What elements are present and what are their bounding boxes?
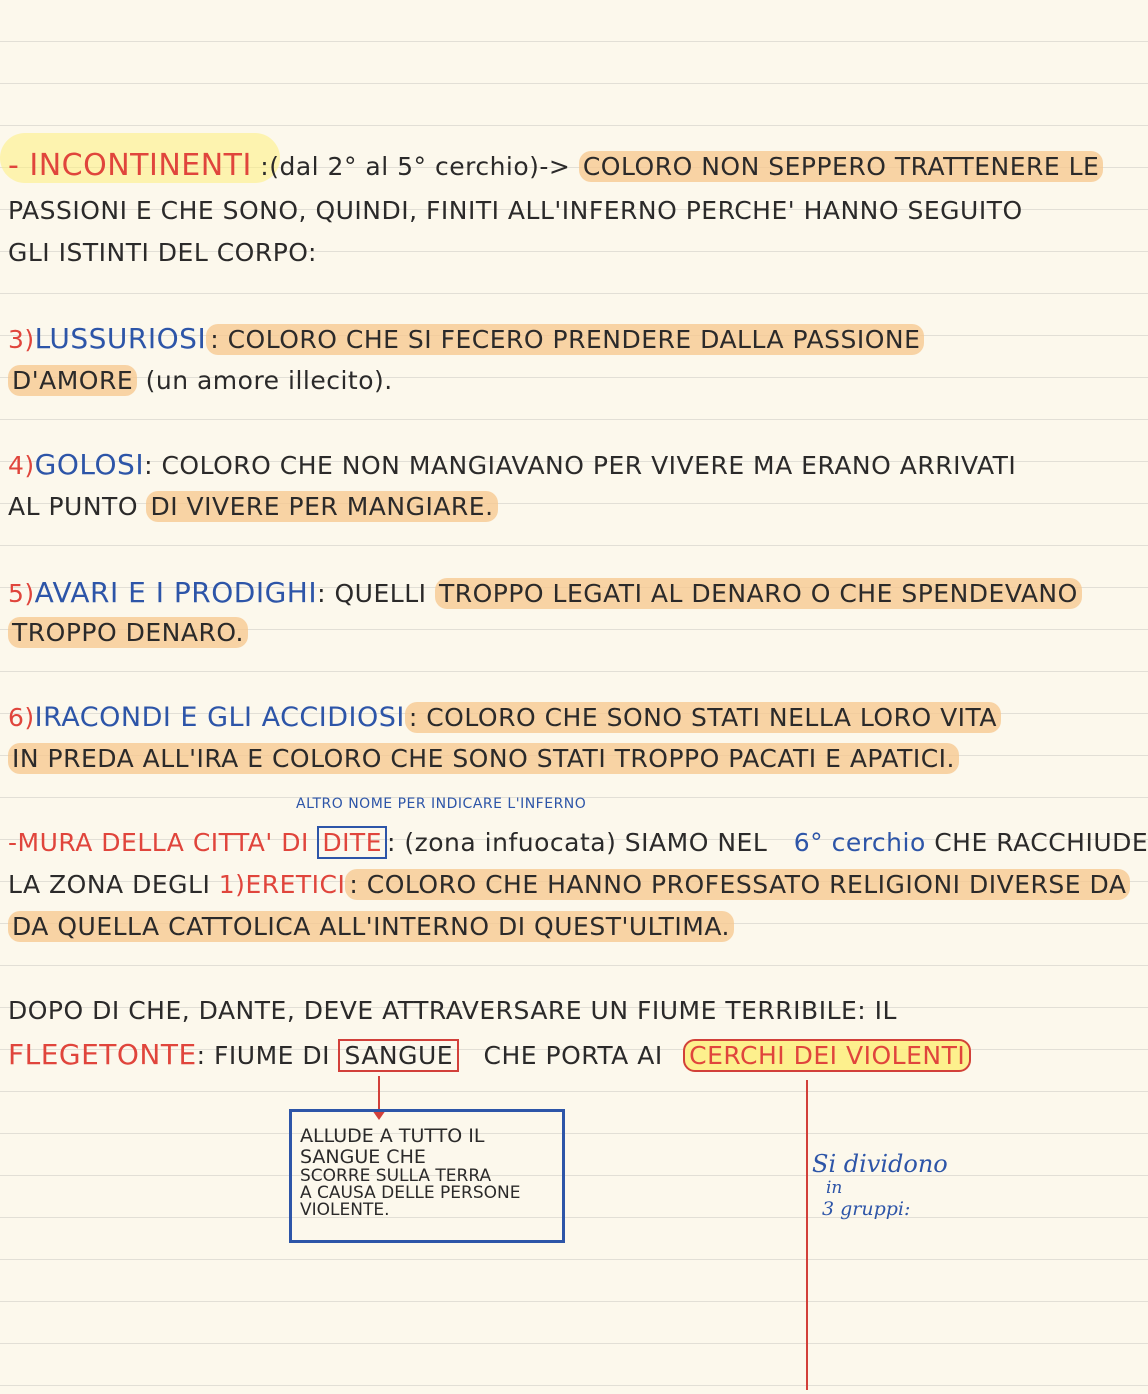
avari-line-1 bbox=[8, 576, 1082, 609]
flegetonte-line-2 bbox=[8, 1038, 971, 1071]
incontinenti-line-1 bbox=[8, 148, 1103, 183]
golosi-line-1 bbox=[8, 448, 1016, 481]
incontinenti-line-3: GLI ISTINTI DEL CORPO: bbox=[8, 238, 317, 267]
mura-title: -MURA DELLA CITTA' DI bbox=[8, 828, 309, 857]
iracondi-line-1 bbox=[8, 702, 1001, 733]
iracondi-line-2 bbox=[8, 744, 959, 773]
groups-line-3: 3 gruppi: bbox=[822, 1198, 911, 1220]
mura-zona: : (zona infuocata) SIAMO NEL bbox=[387, 828, 768, 857]
lussuriosi-def: : COLORO CHE SI FECERO PRENDERE DALLA PASSIONE bbox=[206, 324, 924, 355]
lussuriosi-line-2 bbox=[8, 366, 393, 395]
flegetonte-fiume: : FIUME DI bbox=[196, 1041, 331, 1070]
golosi-vivere: DI VIVERE PER MANGIARE. bbox=[146, 491, 497, 522]
groups-line-1: Si dividono bbox=[812, 1150, 948, 1178]
flegetonte-line-1: DOPO DI CHE, DANTE, DEVE ATTRAVERSARE UN FIUME TERRIBILE: IL bbox=[8, 996, 897, 1025]
flegetonte-porta: CHE PORTA AI bbox=[483, 1041, 663, 1070]
sangue-note-box bbox=[289, 1109, 565, 1243]
note-line-5: VIOLENTE. bbox=[300, 1200, 390, 1220]
dite-boxed: DITE bbox=[317, 826, 387, 859]
mura-cerchio: 6° cerchio bbox=[793, 828, 926, 857]
note-line-1: ALLUDE A TUTTO IL bbox=[300, 1125, 485, 1147]
groups-note bbox=[812, 1150, 948, 1220]
avari-denaro: TROPPO DENARO. bbox=[8, 617, 248, 648]
mura-line-3 bbox=[8, 912, 734, 941]
iracondi-def-2: IN PREDA ALL'IRA E COLORO CHE SONO STATI TROPPO PACATI E APATICI. bbox=[8, 743, 959, 774]
avari-num: 5) bbox=[8, 579, 35, 608]
golosi-num: 4) bbox=[8, 451, 35, 480]
mura-zona-degli: LA ZONA DEGLI bbox=[8, 870, 211, 899]
avari-quelli: : QUELLI bbox=[317, 579, 427, 608]
dite-annotation: ALTRO NOME PER INDICARE L'INFERNO bbox=[296, 796, 587, 812]
incontinenti-title: - INCONTINENTI bbox=[8, 148, 252, 183]
cerchi-violenti-boxed: CERCHI DEI VIOLENTI bbox=[683, 1039, 971, 1072]
avari-title: AVARI E I PRODIGHI bbox=[34, 576, 318, 609]
eretici-title: 1)ERETICI bbox=[218, 870, 346, 899]
sangue-boxed: SANGUE bbox=[338, 1039, 459, 1072]
lussuriosi-note: (un amore illecito). bbox=[145, 366, 393, 395]
golosi-punto: AL PUNTO bbox=[8, 492, 139, 521]
golosi-line-2 bbox=[8, 492, 498, 521]
incontinenti-range: :(dal 2° al 5° cerchio)-> bbox=[260, 152, 571, 181]
incontinenti-def-1: COLORO NON SEPPERO TRATTENERE LE bbox=[579, 151, 1104, 182]
iracondi-num: 6) bbox=[8, 703, 35, 732]
eretici-def: : COLORO CHE HANNO PROFESSATO RELIGIONI DIVERSE DA bbox=[345, 869, 1130, 900]
mura-line-2 bbox=[8, 870, 1130, 899]
violenti-divider-line bbox=[806, 1080, 808, 1390]
lussuriosi-line-1 bbox=[8, 322, 924, 355]
lussuriosi-damore: D'AMORE bbox=[8, 365, 137, 396]
groups-line-2: in bbox=[826, 1178, 843, 1198]
note-line-3: SCORRE SULLA TERRA bbox=[300, 1166, 492, 1186]
mura-line-1 bbox=[8, 828, 1148, 857]
incontinenti-line-2: PASSIONI E CHE SONO, QUINDI, FINITI ALL'INFERNO PERCHE' HANNO SEGUITO bbox=[8, 196, 1023, 225]
iracondi-def: : COLORO CHE SONO STATI NELLA LORO VITA bbox=[405, 702, 1001, 733]
mura-racchiude: CHE RACCHIUDE bbox=[934, 828, 1148, 857]
note-line-4: A CAUSA DELLE PERSONE bbox=[300, 1183, 521, 1203]
lussuriosi-title: LUSSURIOSI bbox=[34, 322, 207, 355]
eretici-def-2: DA QUELLA CATTOLICA ALL'INTERNO DI QUEST'ULTIMA. bbox=[8, 911, 734, 942]
note-line-2: SANGUE CHE bbox=[300, 1146, 426, 1168]
lussuriosi-num: 3) bbox=[8, 325, 35, 354]
avari-line-2 bbox=[8, 618, 248, 647]
iracondi-title: IRACONDI E GLI ACCIDIOSI bbox=[34, 702, 405, 733]
golosi-title: GOLOSI bbox=[34, 448, 145, 481]
avari-def: TROPPO LEGATI AL DENARO O CHE SPENDEVANO bbox=[435, 578, 1082, 609]
flegetonte-title: FLEGETONTE bbox=[8, 1038, 197, 1071]
golosi-def: : COLORO CHE NON MANGIAVANO PER VIVERE MA ERANO ARRIVATI bbox=[144, 451, 1017, 480]
